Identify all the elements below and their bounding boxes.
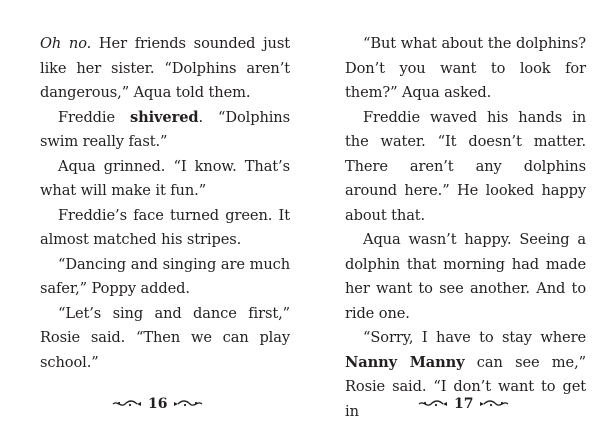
flourish-ornament-icon bbox=[479, 399, 509, 409]
left-paragraph-5 bbox=[40, 253, 290, 302]
right-page bbox=[345, 32, 586, 424]
text-run: Freddie’s face turned green. It almost matched his stripes. bbox=[40, 206, 290, 248]
bold-vocabulary-word: Nanny Manny bbox=[345, 353, 465, 371]
text-run: Aqua wasn’t happy. Seeing a dolphin that morning had made her want to see another. And to ride one. bbox=[345, 231, 586, 322]
left-paragraph-4 bbox=[40, 204, 290, 253]
bold-vocabulary-word: shivered bbox=[129, 108, 199, 126]
flourish-ornament-icon bbox=[418, 399, 448, 409]
left-page-number bbox=[112, 396, 203, 412]
text-run: Freddie waved his hands in the water. “It doesn’t matter. There aren’t any dolphins around here.” He looked happy about that. bbox=[345, 108, 586, 224]
text-run: Freddie bbox=[58, 108, 130, 126]
flourish-ornament-icon bbox=[112, 399, 142, 409]
flourish-ornament-icon bbox=[173, 399, 203, 409]
text-run: “But what about the dolphins? Don’t you want to look for them?” Aqua asked. bbox=[345, 35, 586, 101]
text-run: Her friends sounded just like her sister. “Dolphins aren’t dangerous,” Aqua told them. bbox=[40, 35, 290, 101]
page-number-16: 16 bbox=[148, 396, 168, 412]
right-page-number bbox=[418, 396, 509, 412]
right-paragraph-1 bbox=[345, 32, 586, 106]
italic-text: Oh no. bbox=[40, 35, 92, 52]
text-run: Aqua grinned. “I know. That’s what will make it fun.” bbox=[40, 157, 290, 199]
right-paragraph-2 bbox=[345, 106, 586, 229]
text-run: . “Dolphins swim really fast.” bbox=[40, 108, 290, 150]
left-paragraph-2 bbox=[40, 106, 290, 155]
text-run: “Let’s sing and dance first,” Rosie said. “Then we can play school.” bbox=[40, 304, 290, 371]
text-run: can see me,” Rosie said. “I don’t want to get in bbox=[345, 353, 586, 420]
text-run: “Sorry, I have to stay where bbox=[363, 329, 586, 346]
right-paragraph-3 bbox=[345, 228, 586, 326]
page-number-17: 17 bbox=[454, 396, 474, 412]
left-page bbox=[40, 32, 290, 375]
left-paragraph-6 bbox=[40, 302, 290, 376]
left-paragraph-1 bbox=[40, 32, 290, 106]
left-paragraph-3 bbox=[40, 155, 290, 204]
text-run: “Dancing and singing are much safer,” Poppy added. bbox=[40, 255, 290, 297]
